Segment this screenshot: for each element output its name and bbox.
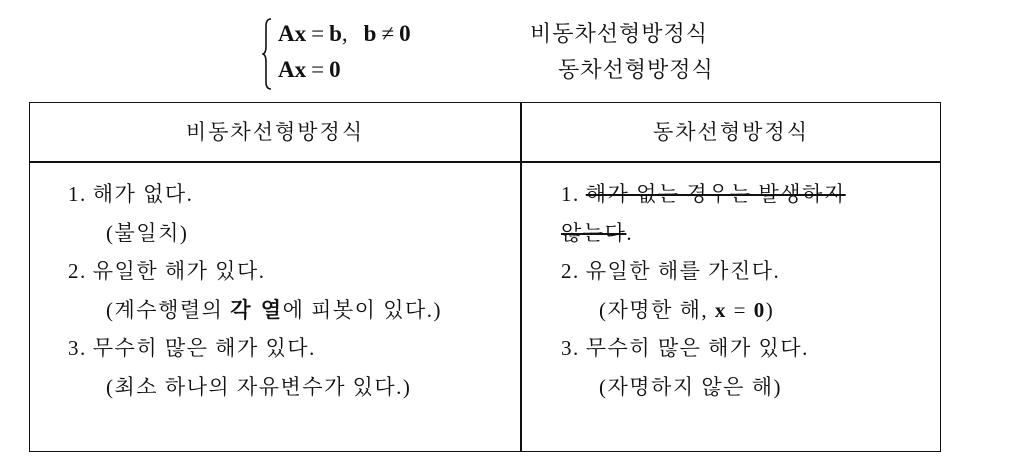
- right-item-2-text: 유일한 해를 가진다.: [585, 259, 781, 283]
- left-item-1-note: (불일치): [106, 220, 189, 245]
- right-item-2-note-post: ): [765, 297, 775, 322]
- left-item-2-num: 2.: [68, 259, 87, 283]
- left-brace: [262, 18, 272, 90]
- right-item-1-text-line2: 않는다: [561, 220, 627, 245]
- right-item-2-note-pre: (자명한 해,: [599, 297, 715, 322]
- header-nonhomogeneous: 비동차선형방정식: [185, 120, 365, 144]
- equation-nonhomogeneous: [278, 18, 411, 50]
- left-item-2-note: [68, 291, 518, 330]
- eq1-equals: =: [311, 21, 325, 46]
- left-item-3-text: 무수히 많은 해가 있다.: [92, 336, 316, 360]
- left-item-3-note: (최소 하나의 자유변수가 있다.): [106, 374, 412, 399]
- left-item-1-text: 해가 없다.: [92, 182, 194, 206]
- eq1-cond-op: ≠: [381, 21, 395, 46]
- right-item-1-end: .: [626, 220, 634, 245]
- left-item-2: [68, 252, 518, 291]
- equation-name-homogeneous: 동차선형방정식: [558, 57, 714, 82]
- right-item-3-note: (자명하지 않은 해): [599, 374, 782, 399]
- right-item-3-num: 3.: [561, 336, 580, 360]
- right-item-2-num: 2.: [561, 259, 580, 283]
- eq1-separator: ,: [341, 21, 348, 46]
- eq2-rhs: 0: [329, 57, 341, 82]
- left-item-1-num: 1.: [68, 182, 87, 206]
- right-item-2: [561, 252, 931, 291]
- equation-name-nonhomogeneous: 비동차선형방정식: [530, 21, 709, 46]
- right-item-1-num: 1.: [561, 182, 580, 206]
- comparison-table: [29, 102, 941, 452]
- left-item-3-num: 3.: [68, 336, 87, 360]
- cell-homogeneous: [561, 175, 931, 406]
- left-item-3: [68, 329, 518, 368]
- right-item-3: [561, 329, 931, 368]
- table-header-divider: [30, 161, 940, 163]
- left-item-1: [68, 175, 518, 214]
- eq1-lhs: Ax: [278, 21, 307, 46]
- left-item-2-note-bold: 각 열: [230, 297, 283, 322]
- eq2-lhs: Ax: [278, 57, 307, 82]
- equation-homogeneous: [278, 54, 341, 86]
- right-item-2-note-val: 0: [753, 297, 766, 322]
- right-item-2-note-var: x: [714, 297, 727, 322]
- eq1-cond-rhs: 0: [399, 21, 411, 46]
- right-item-1-text-line1: 해가 없는 경우는 발생하지: [585, 182, 846, 206]
- eq1-cond-lhs: b: [363, 21, 377, 46]
- right-item-3-text: 무수히 많은 해가 있다.: [585, 336, 809, 360]
- eq2-equals: =: [311, 57, 325, 82]
- left-item-2-note-pre: (계수행렬의: [106, 297, 231, 322]
- header-homogeneous: 동차선형방정식: [652, 120, 809, 144]
- right-item-1-cont: [561, 214, 931, 253]
- eq1-rhs: b: [329, 21, 342, 46]
- equation-system: [262, 10, 782, 92]
- right-item-2-note: [561, 291, 931, 330]
- left-item-2-text: 유일한 해가 있다.: [92, 259, 266, 283]
- right-item-1: [561, 175, 931, 214]
- left-item-2-note-post: 에 피봇이 있다.): [282, 297, 443, 322]
- right-item-2-note-eq: =: [726, 297, 754, 322]
- cell-nonhomogeneous: [68, 175, 518, 406]
